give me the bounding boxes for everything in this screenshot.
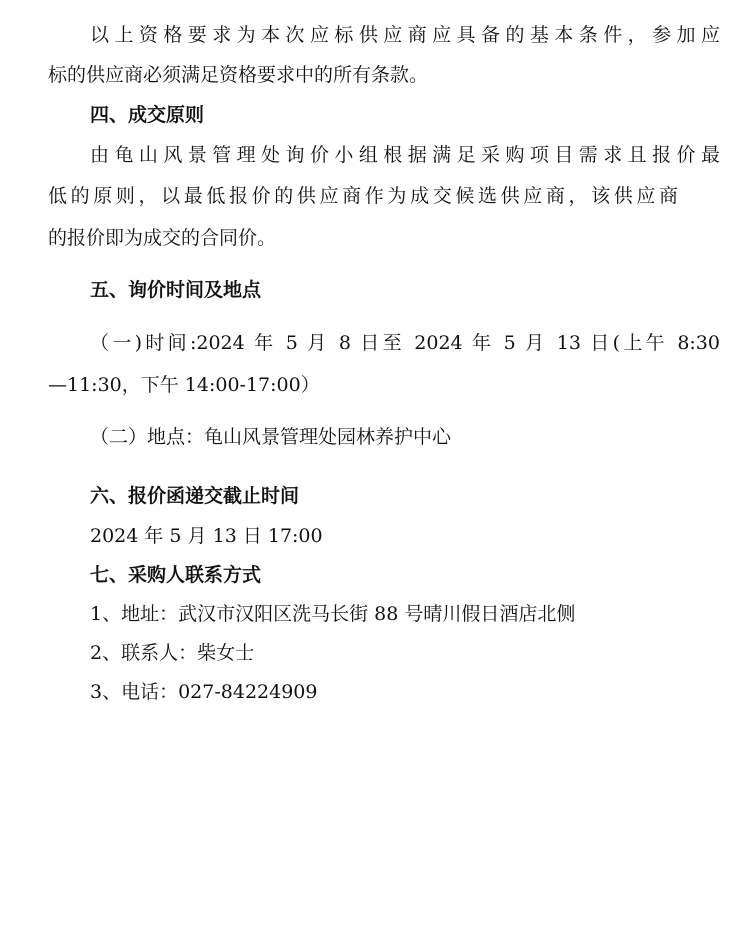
transaction-principle-line-2: 低的原则，以最低报价的供应商作为成交候选供应商，该供应商 xyxy=(48,185,678,207)
submission-deadline: 2024 年 5 月 13 日 17:00 xyxy=(90,525,323,547)
section-7-heading: 七、采购人联系方式 xyxy=(90,564,262,586)
inquiry-time-line-2: —11:30，下午 14:00-17:00） xyxy=(48,374,320,396)
qualification-paragraph-line-2: 标的供应商必须满足资格要求中的所有条款。 xyxy=(48,64,429,86)
purchaser-address: 1、地址：武汉市汉阳区洗马长街 88 号晴川假日酒店北侧 xyxy=(90,603,576,625)
transaction-principle-line-3: 的报价即为成交的合同价。 xyxy=(48,227,277,249)
transaction-principle-line-1: 由龟山风景管理处询价小组根据满足采购项目需求且报价最 xyxy=(90,144,720,166)
section-4-heading: 四、成交原则 xyxy=(90,104,205,126)
purchaser-contact-person: 2、联系人：柴女士 xyxy=(90,642,255,664)
purchaser-phone: 3、电话：027-84224909 xyxy=(90,681,318,703)
section-6-heading: 六、报价函递交截止时间 xyxy=(90,485,300,507)
inquiry-place: （二）地点：龟山风景管理处园林养护中心 xyxy=(90,426,452,448)
inquiry-time-line-1: （一)时间:2024 年 5 月 8 日至 2024 年 5 月 13 日(上午 8:30 xyxy=(90,332,720,354)
qualification-paragraph-line-1: 以上资格要求为本次应标供应商应具备的基本条件，参加应 xyxy=(90,24,720,46)
section-5-heading: 五、询价时间及地点 xyxy=(90,279,262,301)
